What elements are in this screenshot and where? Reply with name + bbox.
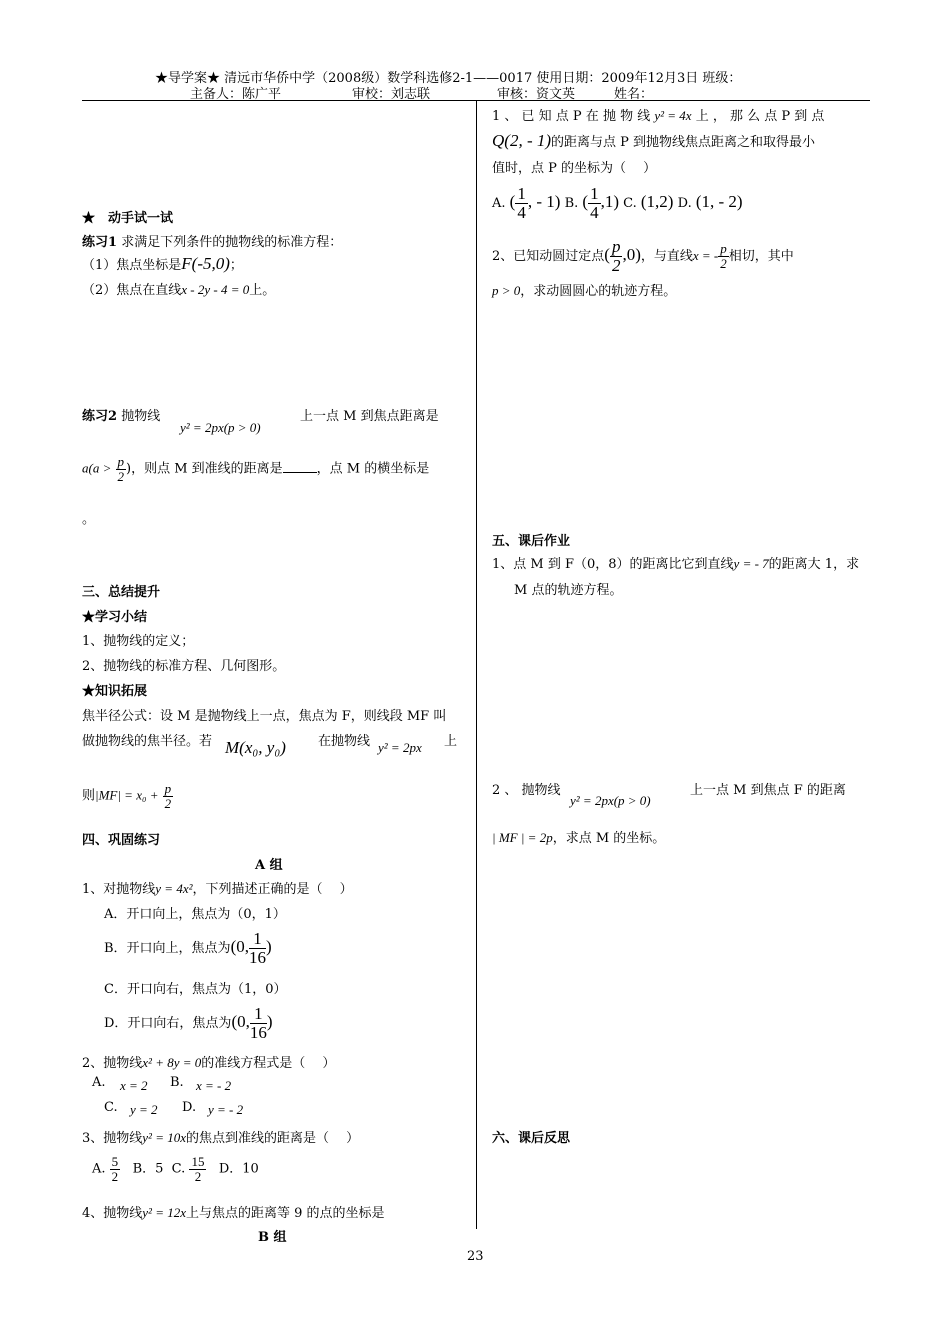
section-3-title: 三、总结提升	[82, 585, 161, 600]
section-5-title: 五、课后作业	[492, 534, 571, 549]
homework-1-line2: M 点的轨迹方程。	[514, 583, 623, 598]
question-3: 3、抛物线y² = 10x的焦点到准线的距离是（ ）	[82, 1130, 360, 1146]
r1-line1: 1 、 已 知 点 P 在 抛 物 线 y² = 4x 上 ， 那 么 点 P 到 点	[492, 108, 825, 124]
section-6-title: 六、课后反思	[492, 1131, 571, 1146]
q2-option-a: x = 2	[120, 1078, 148, 1093]
focal-radius-formula: 则|MF| = x₀ + $\frac{p}{2}$	[82, 781, 172, 811]
q3-options: A. $\frac{5}{2}$ B．5 C. $\frac{15}{2}$ D．10	[92, 1154, 259, 1184]
math-point-m: M(x₀, y₀)	[225, 738, 286, 757]
q2-option-c-label: C.	[104, 1100, 118, 1115]
q1-option-d: D．开口向右，焦点为(0, $\frac{1}{16}$ )	[104, 1004, 273, 1042]
exercise-2-line2: a(a > $\frac{p}{2}$ )，则点 M 到准线的距离是 ，点 M 的横坐标是	[82, 454, 430, 484]
q2-option-b-label: B.	[170, 1075, 184, 1090]
column-divider	[476, 101, 477, 1229]
r2-line1: 2、已知动圆过定点( $\frac{p}{2}$ ,0)，与直线x = - $\frac{p}{2}$ 相切，其中	[492, 237, 794, 275]
r2-line2: p > 0，求动圆圆心的轨迹方程。	[492, 283, 677, 299]
question-4: 4、抛物线y² = 12x上与焦点的距离等 9 的点的坐标是	[82, 1205, 385, 1221]
q2-option-b: x = - 2	[196, 1078, 232, 1093]
summary-item-1: 1、抛物线的定义；	[82, 634, 195, 649]
q2-option-d: y = - 2	[208, 1102, 244, 1117]
summary-heading: ★学习小结	[82, 610, 148, 625]
header-reviewer: 审校：刘志联	[352, 87, 431, 102]
q1-option-c: C．开口向右，焦点为（1，0）	[104, 982, 287, 997]
math-line: x - 2y - 4 = 0	[181, 282, 250, 297]
homework-2-line2: | MF | = 2p，求点 M 的坐标。	[492, 830, 666, 846]
exercise-1	[82, 231, 342, 250]
homework-2-line1: 2 、 抛物线	[492, 783, 561, 798]
exercise-2-label: 练习2	[82, 409, 118, 424]
header-preparer: 主备人：陈广平	[190, 87, 282, 102]
math-parabola-2: y² = 2px	[378, 740, 422, 755]
extension-line2c: 上	[444, 734, 458, 749]
exercise-2-end: 。	[82, 512, 96, 527]
exercise-2-text2: 上一点 M 到焦点距离是	[300, 409, 439, 424]
r1-options: A. ( $\frac{1}{4}$ , - 1) B. ( $\frac{1}{4}$ ,1) C. (1,2) D. (1, - 2)	[492, 184, 743, 222]
answer-blank[interactable]	[283, 472, 317, 473]
page-number: 23	[467, 1249, 484, 1264]
r1-line3: 值时，点 P 的坐标为（ ）	[492, 161, 657, 176]
q2-option-a-label: A.	[92, 1075, 106, 1090]
q2-option-c: y = 2	[130, 1102, 158, 1117]
homework-2-text: 上一点 M 到焦点 F 的距离	[690, 783, 846, 798]
homework-1: 1、点 M 到 F（0，8）的距离比它到直线y = - 7的距离大 1，求	[492, 556, 860, 572]
extension-heading: ★知识拓展	[82, 684, 148, 699]
exercise-1-label: 练习1	[82, 235, 118, 250]
question-1: 1、对抛物线y = 4x²，下列描述正确的是（ ）	[82, 881, 353, 897]
extension-line2: 做抛物线的焦半径。若	[82, 734, 213, 749]
exercise-1-text: 求满足下列条件的抛物线的标准方程：	[121, 235, 343, 250]
math-focus: F(-5,0)	[181, 254, 230, 273]
exercise-1-item-1: （1）焦点坐标是F(-5,0)；	[82, 254, 243, 273]
exercise-2-line1: 练习2 抛物线	[82, 409, 161, 424]
header-name-field: 姓名：	[614, 87, 654, 102]
question-2: 2、抛物线x² + 8y = 0的准线方程式是（ ）	[82, 1055, 336, 1071]
group-a-title: A 组	[255, 858, 283, 873]
section-4-title: 四、巩固练习	[82, 833, 161, 848]
exercise-1-item-2: （2）焦点在直线x - 2y - 4 = 0上。	[82, 282, 276, 298]
q2-option-d-label: D.	[182, 1100, 197, 1115]
r1-line2: Q(2, - 1)的距离与点 P 到抛物线焦点距离之和取得最小	[492, 131, 816, 150]
summary-item-2: 2、抛物线的标准方程、几何图形。	[82, 659, 286, 674]
header-line1: ★导学案★ 清远市华侨中学（2008级）数学科选修2-1——0017 使用日期：2009年12月3日 班级：	[155, 71, 742, 86]
fraction-p-over-2: $\frac{p}{2}$	[164, 781, 172, 811]
group-b-title: B 组	[258, 1230, 287, 1245]
try-heading: ★ 动手试一试	[82, 211, 174, 226]
header-approver: 审核：资文英	[497, 87, 576, 102]
extension-line1: 焦半径公式：设 M 是抛物线上一点，焦点为 F，则线段 MF 叫	[82, 709, 447, 724]
q1-option-b: B．开口向上，焦点为(0, $\frac{1}{16}$ )	[104, 929, 272, 967]
math-parabola: y² = 2px(p > 0)	[180, 420, 261, 435]
fraction-p-over-2: $\frac{p}{2}$	[117, 454, 124, 484]
extension-line2b: 在抛物线	[318, 734, 371, 749]
q1-option-a: A．开口向上，焦点为（0，1）	[104, 907, 286, 922]
math-parabola-3: y² = 2px(p > 0)	[570, 793, 651, 808]
